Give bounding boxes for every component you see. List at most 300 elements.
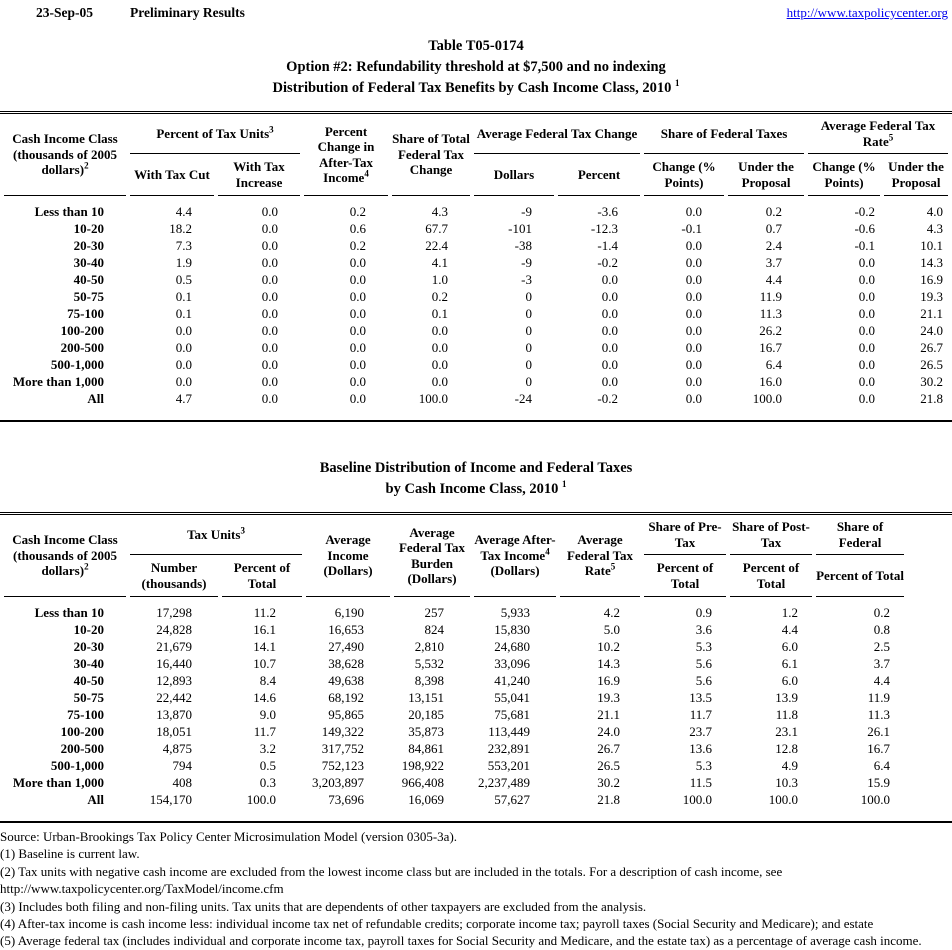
cell: 0.8 bbox=[873, 622, 891, 637]
report-date: 23-Sep-05 bbox=[36, 5, 93, 20]
cell: 11.9 bbox=[867, 690, 891, 705]
cell: 0.0 bbox=[685, 391, 703, 406]
cell: 11.3 bbox=[867, 707, 891, 722]
cell: 57,627 bbox=[494, 792, 531, 807]
cell: 6.0 bbox=[781, 673, 799, 688]
row-label: 500-1,000 bbox=[50, 357, 104, 372]
t1-col-group-average-federal-tax-change: Average Federal Tax Change bbox=[474, 114, 640, 154]
cell: -0.1 bbox=[854, 238, 876, 253]
table-row bbox=[4, 774, 948, 791]
cell: -3.6 bbox=[597, 204, 619, 219]
cell: 21.1 bbox=[920, 306, 944, 321]
table-row bbox=[4, 757, 948, 774]
cell: 408 bbox=[172, 775, 192, 790]
cell: 14.3 bbox=[920, 255, 944, 270]
table-row bbox=[4, 689, 948, 706]
table-row bbox=[4, 254, 948, 271]
cell: 26.2 bbox=[759, 323, 783, 338]
cell: 6.4 bbox=[873, 758, 891, 773]
cell: 0.0 bbox=[685, 255, 703, 270]
row-label: All bbox=[87, 391, 104, 406]
cell: 0.0 bbox=[261, 374, 279, 389]
cell: 4.4 bbox=[765, 272, 783, 287]
t1-col-header-with-tax-increase: With Tax Increase bbox=[218, 154, 300, 196]
cell: 100.0 bbox=[860, 792, 891, 807]
cell: 0.5 bbox=[259, 758, 277, 773]
cell: 33,096 bbox=[494, 656, 531, 671]
cell: 13.5 bbox=[689, 690, 713, 705]
cell: 16,440 bbox=[156, 656, 192, 671]
cell: 16.7 bbox=[867, 741, 891, 756]
table1-title-number: Table T05-0174 bbox=[428, 38, 524, 54]
cell: 4.4 bbox=[175, 204, 192, 219]
cell: 0.0 bbox=[858, 289, 876, 304]
cell: 0.0 bbox=[261, 255, 279, 270]
cell: 0.0 bbox=[261, 391, 279, 406]
cell: 38,628 bbox=[328, 656, 365, 671]
cell: 0.0 bbox=[349, 255, 367, 270]
t1-col-group-share-of-federal-taxes: Share of Federal Taxes bbox=[644, 114, 804, 154]
cell: 4.9 bbox=[781, 758, 799, 773]
t1-col-header-share-change-points: Change (% Points) bbox=[644, 154, 724, 196]
cell: 3.2 bbox=[259, 741, 277, 756]
cell: 75,681 bbox=[494, 707, 531, 722]
cell: 68,192 bbox=[328, 690, 365, 705]
cell: 824 bbox=[424, 622, 445, 637]
cell: 794 bbox=[172, 758, 192, 773]
table-row bbox=[4, 220, 948, 237]
cell: 11.3 bbox=[759, 306, 783, 321]
cell: 232,891 bbox=[487, 741, 531, 756]
source-line: Source: Urban-Brookings Tax Policy Center Microsimulation Model (version 0305-3a). bbox=[0, 829, 458, 844]
row-label: 20-30 bbox=[73, 238, 104, 253]
cell: 55,041 bbox=[494, 690, 531, 705]
cell: 5.6 bbox=[695, 673, 713, 688]
table-row bbox=[4, 288, 948, 305]
cell: 11.5 bbox=[689, 775, 713, 790]
footnotes bbox=[0, 828, 952, 950]
cell: -24 bbox=[514, 391, 533, 406]
cell: 0.1 bbox=[431, 306, 449, 321]
cell: 0.9 bbox=[695, 605, 713, 620]
cell: 0.0 bbox=[601, 374, 619, 389]
table-row bbox=[4, 339, 948, 356]
cell: 13.9 bbox=[775, 690, 799, 705]
cell: 0.0 bbox=[261, 289, 279, 304]
cell: 6.0 bbox=[781, 639, 799, 654]
cell: 10.7 bbox=[253, 656, 277, 671]
cell: 6.1 bbox=[781, 656, 799, 671]
preliminary-results-label: Preliminary Results bbox=[130, 5, 245, 20]
cell: 27,490 bbox=[328, 639, 365, 654]
footnote-4: (4) After-tax income is cash income less: individual income tax net of refundable credits; corporate income tax; payroll taxes (Social Security and Medicare); and estate bbox=[0, 916, 874, 932]
cell: 149,322 bbox=[321, 724, 365, 739]
row-label: 100-200 bbox=[60, 724, 104, 739]
cell: 0.0 bbox=[685, 204, 703, 219]
cell: 4.7 bbox=[175, 391, 192, 406]
cell: 14.6 bbox=[253, 690, 277, 705]
cell: 11.8 bbox=[775, 707, 799, 722]
cell: 19.3 bbox=[920, 289, 944, 304]
table1-title-option: Option #2: Refundability threshold at $7,500 and no indexing bbox=[286, 59, 666, 75]
cell: 95,865 bbox=[328, 707, 365, 722]
cell: 11.2 bbox=[253, 605, 277, 620]
cell: -3 bbox=[521, 272, 533, 287]
cell: 11.7 bbox=[253, 724, 277, 739]
cell: 2.4 bbox=[765, 238, 783, 253]
row-label: 30-40 bbox=[73, 656, 104, 671]
spacer-cell bbox=[908, 774, 948, 791]
cell: 0.1 bbox=[175, 289, 192, 304]
cell: 966,408 bbox=[401, 775, 445, 790]
cell: 1.9 bbox=[175, 255, 192, 270]
t2-col-header-average-federal-tax-rate: Average Federal Tax Rate$^5$ bbox=[560, 515, 640, 597]
cell: 0 bbox=[525, 374, 533, 389]
cell: 11.9 bbox=[759, 289, 783, 304]
cell: 26.5 bbox=[597, 758, 621, 773]
cell: 13,151 bbox=[408, 690, 445, 705]
benefits-table bbox=[0, 111, 952, 422]
table-row bbox=[4, 723, 948, 740]
cell: 24.0 bbox=[920, 323, 944, 338]
cell: 10.1 bbox=[920, 238, 944, 253]
t1-col-header-dollars: Dollars bbox=[474, 154, 554, 196]
cell: 0.0 bbox=[858, 391, 876, 406]
cell: 0.0 bbox=[858, 272, 876, 287]
table2-title-block bbox=[0, 458, 952, 500]
cell: 21.8 bbox=[920, 391, 944, 406]
cell: -1.4 bbox=[597, 238, 619, 253]
cell: -101 bbox=[508, 221, 533, 236]
cell: 26.5 bbox=[920, 357, 944, 372]
cell: 12,893 bbox=[156, 673, 192, 688]
cell: 198,922 bbox=[401, 758, 445, 773]
cell: 1.0 bbox=[431, 272, 449, 287]
cell: 67.7 bbox=[425, 221, 449, 236]
cell: 4.4 bbox=[873, 673, 891, 688]
cell: 0.0 bbox=[349, 340, 367, 355]
cell: -0.1 bbox=[681, 221, 703, 236]
cell: 0.0 bbox=[601, 323, 619, 338]
cell: 22.4 bbox=[425, 238, 449, 253]
cell: -0.2 bbox=[597, 255, 619, 270]
t1-col-header-percent: Percent bbox=[558, 154, 640, 196]
cell: -38 bbox=[514, 238, 533, 253]
row-label: 200-500 bbox=[60, 340, 104, 355]
cell: 317,752 bbox=[321, 741, 365, 756]
cell: 100.0 bbox=[246, 792, 277, 807]
table-row bbox=[4, 373, 948, 390]
cell: 4.3 bbox=[926, 221, 944, 236]
row-label: 100-200 bbox=[60, 323, 104, 338]
cell: 8,398 bbox=[414, 673, 445, 688]
cell: 26.7 bbox=[920, 340, 944, 355]
footnote-2: (2) Tax units with negative cash income are excluded from the lowest income class but are included in the totals. For a description of cash income, see bbox=[0, 863, 783, 879]
cell: 4.2 bbox=[603, 605, 621, 620]
cell: 4.1 bbox=[431, 255, 449, 270]
cell: 7.3 bbox=[175, 238, 192, 253]
t1-col-header-percent-change-after-tax-income: Percent Change in After-Tax Income$^4$ bbox=[304, 114, 388, 196]
footnote-ref-1: 1 bbox=[561, 479, 567, 490]
cell: 16.0 bbox=[759, 374, 783, 389]
table-row bbox=[4, 597, 948, 621]
cell: 16,653 bbox=[328, 622, 365, 637]
footnote-2-url: http://www.taxpolicycenter.org/TaxModel/income.cfm bbox=[0, 881, 284, 897]
taxpolicycenter-link[interactable]: http://www.taxpolicycenter.org bbox=[786, 5, 948, 20]
table-row bbox=[4, 706, 948, 723]
baseline-table bbox=[0, 512, 952, 823]
cell: 0 bbox=[525, 357, 533, 372]
cell: 0.2 bbox=[873, 605, 891, 620]
cell: 0.0 bbox=[601, 357, 619, 372]
cell: 0.0 bbox=[685, 374, 703, 389]
t1-col-header-rate-under-proposal: Under the Proposal bbox=[884, 154, 948, 196]
cell: 73,696 bbox=[328, 792, 365, 807]
cell: 0 bbox=[525, 289, 533, 304]
cell: 3.7 bbox=[873, 656, 891, 671]
table1-title-block bbox=[0, 36, 952, 99]
cell: 0.0 bbox=[261, 221, 279, 236]
cell: 19.3 bbox=[597, 690, 621, 705]
cell: 16.7 bbox=[759, 340, 783, 355]
cell: 0.0 bbox=[349, 357, 367, 372]
cell: 30.2 bbox=[920, 374, 944, 389]
t2-col-header-percent-of-total: Percent of Total bbox=[222, 555, 302, 597]
table-row bbox=[4, 271, 948, 288]
cell: 10.2 bbox=[597, 639, 621, 654]
cell: 11.7 bbox=[689, 707, 713, 722]
cell: 30.2 bbox=[597, 775, 621, 790]
cell: 0.0 bbox=[685, 306, 703, 321]
cell: 154,170 bbox=[149, 792, 192, 807]
cell: 0.0 bbox=[349, 391, 367, 406]
cell: 0.0 bbox=[685, 272, 703, 287]
row-label: Less than 10 bbox=[34, 605, 104, 620]
t2-col-header-income-class: Cash Income Class (thousands of 2005 dollars)$^2$ bbox=[4, 515, 126, 597]
cell: 2.5 bbox=[873, 639, 891, 654]
t2-col-header-average-after-tax-income: Average After-Tax Income$^4$ (Dollars) bbox=[474, 515, 556, 597]
cell: 22,442 bbox=[156, 690, 192, 705]
cell: 100.0 bbox=[418, 391, 449, 406]
t2-col-group-share-of-federal: Share of Federal bbox=[816, 515, 904, 555]
cell: 20,185 bbox=[408, 707, 445, 722]
row-label: All bbox=[87, 792, 104, 807]
footnote-3: (3) Includes both filing and non-filing units. Tax units that are dependents of other taxpayers are excluded from the analysis. bbox=[0, 898, 647, 914]
row-label: 10-20 bbox=[73, 622, 104, 637]
cell: 5,532 bbox=[414, 656, 445, 671]
cell: 3,203,897 bbox=[312, 775, 365, 790]
cell: 0.0 bbox=[349, 374, 367, 389]
t2-col-group-share-of-post-tax: Share of Post-Tax bbox=[730, 515, 812, 555]
cell: 5.0 bbox=[603, 622, 621, 637]
cell: 0.0 bbox=[349, 289, 367, 304]
cell: 8.4 bbox=[259, 673, 277, 688]
row-label: 200-500 bbox=[60, 741, 104, 756]
cell: 0.2 bbox=[349, 204, 367, 219]
spacer-cell bbox=[908, 689, 948, 706]
cell: 752,123 bbox=[321, 758, 365, 773]
spacer-cell bbox=[908, 621, 948, 638]
table-row bbox=[4, 740, 948, 757]
cell: 0.0 bbox=[601, 340, 619, 355]
cell: 0.0 bbox=[261, 272, 279, 287]
cell: 4.4 bbox=[781, 622, 799, 637]
t1-col-header-rate-change-points: Change (% Points) bbox=[808, 154, 880, 196]
t1-col-header-share-total-federal-tax-change: Share of Total Federal Tax Change bbox=[392, 114, 470, 196]
spacer-cell bbox=[908, 638, 948, 655]
t2-col-group-share-of-pre-tax: Share of Pre-Tax bbox=[644, 515, 726, 555]
cell: 4,875 bbox=[162, 741, 192, 756]
row-label: More than 1,000 bbox=[12, 775, 104, 790]
row-label: 75-100 bbox=[67, 306, 104, 321]
cell: 16.9 bbox=[597, 673, 621, 688]
cell: 2,810 bbox=[414, 639, 445, 654]
cell: 0.0 bbox=[349, 323, 367, 338]
cell: 0.0 bbox=[261, 306, 279, 321]
t2-col-header-number-thousands: Number (thousands) bbox=[130, 555, 218, 597]
cell: 21,679 bbox=[156, 639, 192, 654]
cell: 0.0 bbox=[261, 204, 279, 219]
t1-col-header-share-under-proposal: Under the Proposal bbox=[728, 154, 804, 196]
cell: 14.3 bbox=[597, 656, 621, 671]
table-row bbox=[4, 672, 948, 689]
t1-col-group-percent-of-tax-units: Percent of Tax Units$^3$ bbox=[130, 114, 300, 154]
cell: 24.0 bbox=[597, 724, 621, 739]
cell: 0.0 bbox=[431, 340, 449, 355]
spacer-cell bbox=[908, 672, 948, 689]
cell: 4.0 bbox=[926, 204, 944, 219]
cell: 0.0 bbox=[685, 289, 703, 304]
cell: 0.0 bbox=[175, 374, 192, 389]
spacer-cell bbox=[908, 723, 948, 740]
cell: -0.2 bbox=[597, 391, 619, 406]
cell: -0.6 bbox=[854, 221, 876, 236]
cell: 13,870 bbox=[156, 707, 192, 722]
t1-col-header-income-class: Cash Income Class (thousands of 2005 dollars)$^2$ bbox=[4, 114, 126, 196]
row-label: 50-75 bbox=[73, 289, 104, 304]
cell: 35,873 bbox=[408, 724, 445, 739]
cell: 0.0 bbox=[175, 323, 192, 338]
cell: 26.7 bbox=[597, 741, 621, 756]
cell: 6,190 bbox=[334, 605, 365, 620]
cell: 5,933 bbox=[500, 605, 531, 620]
cell: 24,828 bbox=[156, 622, 192, 637]
cell: 26.1 bbox=[867, 724, 891, 739]
row-label: 10-20 bbox=[73, 221, 104, 236]
row-label: More than 1,000 bbox=[12, 374, 104, 389]
cell: 257 bbox=[424, 605, 445, 620]
cell: 24,680 bbox=[494, 639, 531, 654]
cell: 100.0 bbox=[682, 792, 713, 807]
cell: 5.6 bbox=[695, 656, 713, 671]
spacer-cell bbox=[908, 757, 948, 774]
cell: 16,069 bbox=[408, 792, 445, 807]
table-row bbox=[4, 638, 948, 655]
spacer-cell bbox=[908, 706, 948, 723]
table-row bbox=[4, 621, 948, 638]
cell: 0.5 bbox=[175, 272, 192, 287]
cell: 0.0 bbox=[858, 374, 876, 389]
cell: 100.0 bbox=[752, 391, 783, 406]
cell: 0.0 bbox=[601, 289, 619, 304]
cell: 16.9 bbox=[920, 272, 944, 287]
cell: 10.3 bbox=[775, 775, 799, 790]
cell: 9.0 bbox=[259, 707, 277, 722]
page-header bbox=[0, 0, 952, 21]
table-row bbox=[4, 196, 948, 220]
spacer-cell bbox=[908, 597, 948, 621]
cell: 0.6 bbox=[349, 221, 367, 236]
cell: 1.2 bbox=[781, 605, 799, 620]
cell: 6.4 bbox=[765, 357, 783, 372]
cell: -0.2 bbox=[854, 204, 876, 219]
cell: 0.0 bbox=[858, 306, 876, 321]
t1-col-header-with-tax-cut: With Tax Cut bbox=[130, 154, 214, 196]
cell: 0.0 bbox=[601, 272, 619, 287]
spacer-cell bbox=[908, 791, 948, 821]
table-row bbox=[4, 322, 948, 339]
cell: 0.0 bbox=[261, 340, 279, 355]
table-row bbox=[4, 390, 948, 420]
cell: 0.3 bbox=[259, 775, 277, 790]
cell: 0 bbox=[525, 323, 533, 338]
cell: -9 bbox=[521, 255, 533, 270]
cell: 0.2 bbox=[431, 289, 449, 304]
cell: 84,861 bbox=[408, 741, 445, 756]
cell: 0.0 bbox=[175, 340, 192, 355]
cell: 0.0 bbox=[261, 357, 279, 372]
row-label: 500-1,000 bbox=[50, 758, 104, 773]
cell: 553,201 bbox=[487, 758, 531, 773]
row-label: 30-40 bbox=[73, 255, 104, 270]
cell: 13.6 bbox=[689, 741, 713, 756]
cell: 5.3 bbox=[695, 758, 713, 773]
cell: 0.0 bbox=[858, 340, 876, 355]
cell: 0.0 bbox=[858, 357, 876, 372]
t2-col-header-pretax-percent-of-total: Percent of Total bbox=[644, 555, 726, 597]
t1-col-group-average-federal-tax-rate: Average Federal Tax Rate$^5$ bbox=[808, 114, 948, 154]
cell: 0.2 bbox=[349, 238, 367, 253]
cell: 0.0 bbox=[175, 357, 192, 372]
t2-col-header-average-income: Average Income (Dollars) bbox=[306, 515, 390, 597]
cell: 0.7 bbox=[765, 221, 783, 236]
cell: -9 bbox=[521, 204, 533, 219]
cell: 15,830 bbox=[494, 622, 531, 637]
cell: 0 bbox=[525, 340, 533, 355]
cell: 0.0 bbox=[349, 306, 367, 321]
cell: 0.0 bbox=[685, 238, 703, 253]
cell: 0.0 bbox=[349, 272, 367, 287]
cell: 49,638 bbox=[328, 673, 365, 688]
cell: 0.0 bbox=[601, 306, 619, 321]
cell: 0.0 bbox=[858, 323, 876, 338]
table-row bbox=[4, 237, 948, 254]
cell: 0.0 bbox=[858, 255, 876, 270]
footnote-1: (1) Baseline is current law. bbox=[0, 846, 140, 862]
row-label: 40-50 bbox=[73, 272, 104, 287]
cell: 23.7 bbox=[689, 724, 713, 739]
cell: 0.0 bbox=[261, 238, 279, 253]
cell: 14.1 bbox=[253, 639, 277, 654]
cell: 0.0 bbox=[261, 323, 279, 338]
cell: 0.0 bbox=[685, 323, 703, 338]
row-label: 75-100 bbox=[67, 707, 104, 722]
cell: 23.1 bbox=[775, 724, 799, 739]
table2-title-baseline: Baseline Distribution of Income and Federal Taxes bbox=[319, 460, 633, 476]
t2-col-header-posttax-percent-of-total: Percent of Total bbox=[730, 555, 812, 597]
cell: 12.8 bbox=[775, 741, 799, 756]
t2-col-group-tax-units: Tax Units$^3$ bbox=[130, 515, 302, 555]
